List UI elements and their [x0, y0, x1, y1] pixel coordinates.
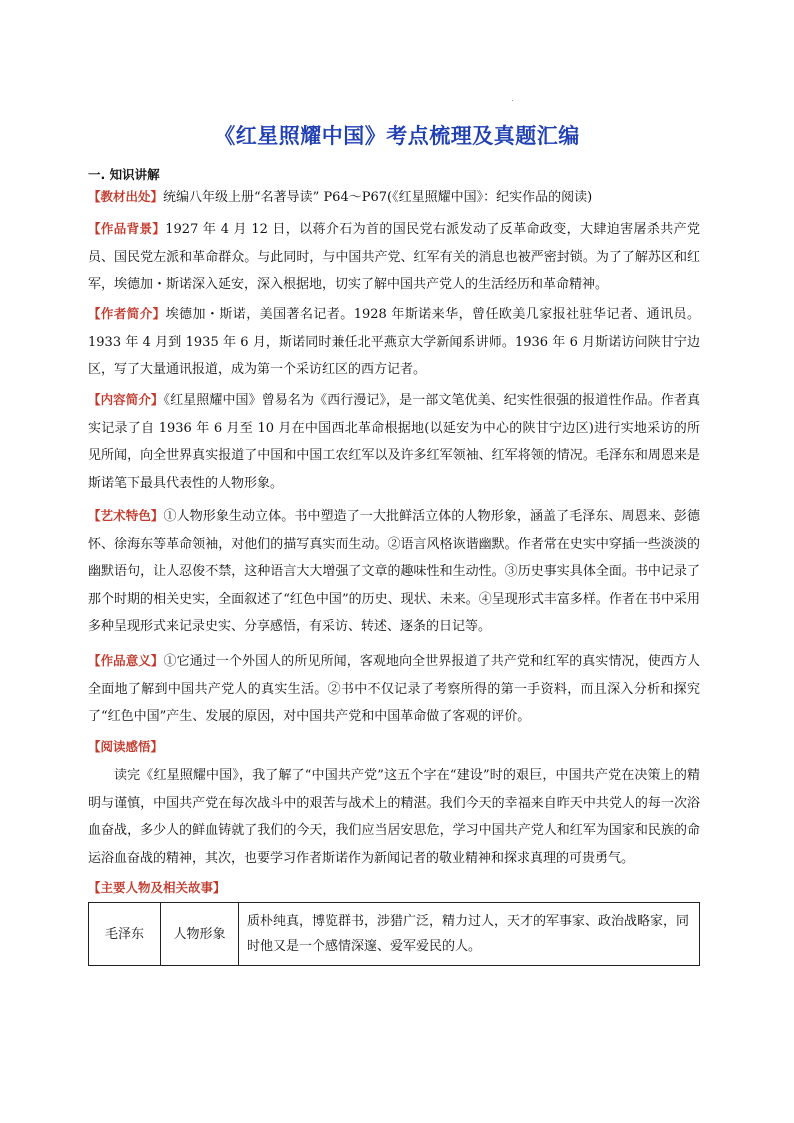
paragraph-author [88, 300, 700, 384]
tag-summary: 【内容简介】 [88, 392, 164, 407]
table-row [89, 903, 700, 966]
text-author: 埃德加・斯诺，美国著名记者。1928 年斯诺来华，曾任欧美几家报社驻华记者、通讯员。1933 年 4 月到 1935 年 6 月，斯诺同时兼任北平燕京大学新闻系讲师。1936 年 6 月斯诺访问陕甘宁边区，写了大量通讯报道，成为第一个采访红区的西方记者。 [88, 307, 700, 377]
tag-characters: 【主要人物及相关故事】 [88, 880, 226, 895]
tag-reading: 【阅读感悟】 [88, 739, 164, 754]
tag-significance: 【作品意义】 [88, 653, 164, 668]
paragraph-source [88, 183, 700, 212]
paragraph-background [88, 215, 700, 299]
tag-source: 【教材出处】 [88, 189, 164, 204]
text-significance: ①它通过一个外国人的所见所闻，客观地向全世界报道了共产党和红军的真实情况，使西方人全面地了解到中国共产党人的真实生活。②书中不仅记录了考察所得的第一手资料，而且深入分析和探究了“红色中国”产生、发展的原因，对中国共产党和中国革命做了客观的评价。 [88, 654, 700, 724]
characters-heading [88, 874, 700, 903]
paragraph-art-features [88, 502, 700, 641]
tag-background: 【作品背景】 [88, 221, 166, 236]
text-background: 1927 年 4 月 12 日，以蒋介石为首的国民党右派发动了反革命政变，大肆迫害屠杀共产党员、国民党左派和革命群众。与此同时，与中国共产党、红军有关的消息也被严密封锁。为了了解苏区和红军，埃德加・斯诺深入延安，深入根据地，切实了解中国共产党人的生活经历和革命精神。 [88, 222, 700, 292]
page-title: 《红星照耀中国》考点梳理及真题汇编 [214, 124, 580, 148]
cell-character-name: 毛泽东 [89, 903, 161, 966]
paragraph-reading: 读完《红星照耀中国》，我了解了“中国共产党”这五个字在“建设”时的艰巨，中国共产党在决策上的精明与谨慎，中国共产党在每次战斗中的艰苦与战术上的精湛。我们今天的幸福来自昨天中共党人的每一次浴血奋战，多少人的鲜血铸就了我们的今天，我们应当居安思危，学习中国共产党人和红军为国家和民族的命运浴血奋战的精神，其次，也要学习作者斯诺作为新闻记者的敬业精神和探求真理的可贵勇气。 [88, 768, 700, 866]
text-art-features: ①人物形象生动立体。书中塑造了一大批鲜活立体的人物形象，涵盖了毛泽东、周恩来、彭德怀、徐海东等革命领袖，对他们的描写真实而生动。②语言风格诙谐幽默。作者常在史实中穿插一些淡淡的幽默语句，让人忍俊不禁，这种语言大大增强了文章的趣味性和生动性。③历史事实具体全面。书中记录了那个时期的相关史实，全面叙述了“红色中国”的历史、现状、未来。④呈现形式丰富多样。作者在书中采用多种呈现形式来记录史实、分享感悟，有采访、转述、逐条的日记等。 [88, 509, 700, 634]
paragraph-significance [88, 647, 700, 731]
scan-dot [512, 100, 513, 101]
characters-table [88, 902, 700, 966]
cell-character-type: 人物形象 [161, 903, 239, 966]
section-heading: 一. 知识讲解 [88, 167, 160, 182]
paragraph-summary [88, 386, 700, 497]
text-summary: 《红星照耀中国》曾易名为《西行漫记》，是一部文笔优美、纪实性很强的报道性作品。作者真实记录了自 1936 年 6 月至 10 月在中国西北革命根据地(以延安为中心的陕甘宁边区)进行实地采访的所见所闻，向全世界真实报道了中国和中国工农红军以及许多红军领袖、红军将领的情况。毛泽东和周恩来是斯诺笔下最具代表性的人物形象。 [88, 393, 700, 491]
text-source: 统编八年级上册“名著导读” P64～P67(《红星照耀中国》：纪实作品的阅读) [163, 190, 593, 205]
cell-character-desc: 质朴纯真，博览群书，涉猎广泛，精力过人，天才的军事家、政治战略家，同时他又是一个感情深邃、爱军爱民的人。 [239, 903, 700, 966]
tag-author: 【作者简介】 [88, 306, 166, 321]
tag-art-features: 【艺术特色】 [88, 508, 164, 523]
reading-heading [88, 733, 700, 762]
